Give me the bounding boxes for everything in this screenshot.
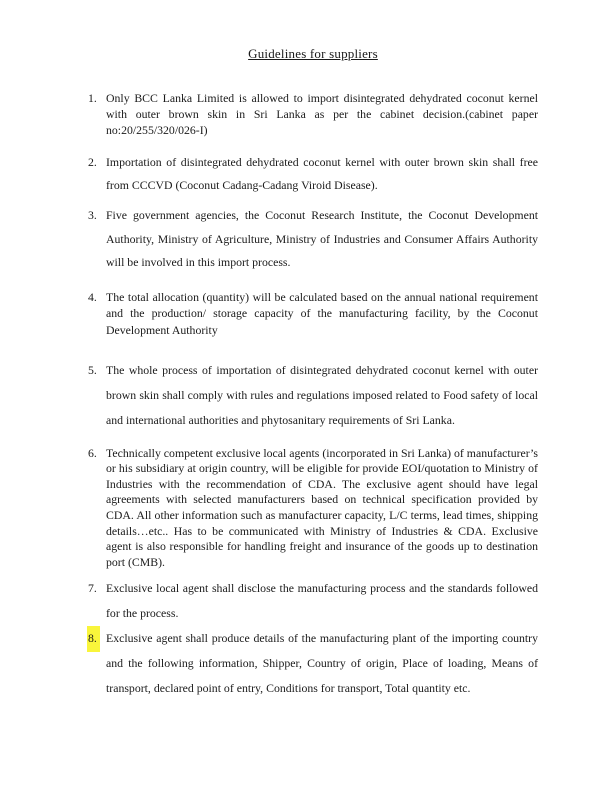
list-item-4-number: 4. <box>88 290 97 305</box>
list-item-7-number: 7. <box>88 581 97 596</box>
list-item-1-number: 1. <box>88 91 97 105</box>
list-item-7 <box>88 576 538 626</box>
list-item-6-text: Technically competent exclusive local agents (incorporated in Sri Lanka) of manufacturer’s or his subsidiary at origin country, will be eligible for provide EOI/quotation to Ministry of Industries with the recommendation of CDA. The exclusive agent should have legal agreements with selected manufacturers based on technical specification provided by CDA. All other information such as manufacturer capacity, L/C terms, lead times, shipping details…etc.. Has to be communicated with Ministry of Industries & CDA. Exclusive agent is also responsible for handling freight and insurance of the goods up to destination port (CMB). <box>106 445 538 569</box>
list-item-2-number: 2. <box>88 154 97 169</box>
list-item-3-text: Five government agencies, the Coconut Research Institute, the Coconut Development Authority, Ministry of Agriculture, Ministry of Industries and Consumer Affairs Authority will be involved in this import process. <box>106 208 538 269</box>
list-item-8-number-highlighted: 8. <box>87 626 100 652</box>
list-item-8 <box>88 626 538 701</box>
list-item-3-number: 3. <box>88 208 97 223</box>
document-title: Guidelines for suppliers <box>248 46 378 61</box>
list-item-7-text: Exclusive local agent shall disclose the manufacturing process and the standards followed for the process. <box>106 581 538 621</box>
list-item-2 <box>88 151 538 198</box>
list-item-4-text: The total allocation (quantity) will be calculated based on the annual national requirement and the production/ storage capacity of the manufacturing facility, by the Coconut Development Authority <box>106 290 538 337</box>
list-item-4 <box>88 289 538 338</box>
list-item-5-text: The whole process of importation of disintegrated dehydrated coconut kernel with outer brown skin shall comply with rules and regulations imposed related to Food safety of local and international authorities and phytosanitary requirements of Sri Lanka. <box>106 362 538 427</box>
list-item-1-text: Only BCC Lanka Limited is allowed to import disintegrated dehydrated coconut kernel with outer brown skin in Sri Lanka as per the cabinet decision.(cabinet paper no:20/255/320/026-I) <box>106 91 538 138</box>
list-item-2-text: Importation of disintegrated dehydrated coconut kernel with outer brown skin shall free from CCCVD (Coconut Cadang-Cadang Viroid Disease). <box>106 154 538 192</box>
list-item-8-text: Exclusive agent shall produce details of the manufacturing plant of the importing country and the following information, Shipper, Country of origin, Place of loading, Means of transport, declared point of entry, Conditions for transport, Total quantity etc. <box>106 631 538 696</box>
list-item-3 <box>88 204 538 274</box>
list-item-6 <box>88 446 538 571</box>
list-item-5-number: 5. <box>88 362 97 377</box>
list-item-5 <box>88 358 538 433</box>
list-item-6-number: 6. <box>88 445 97 460</box>
list-item-1 <box>88 90 538 139</box>
